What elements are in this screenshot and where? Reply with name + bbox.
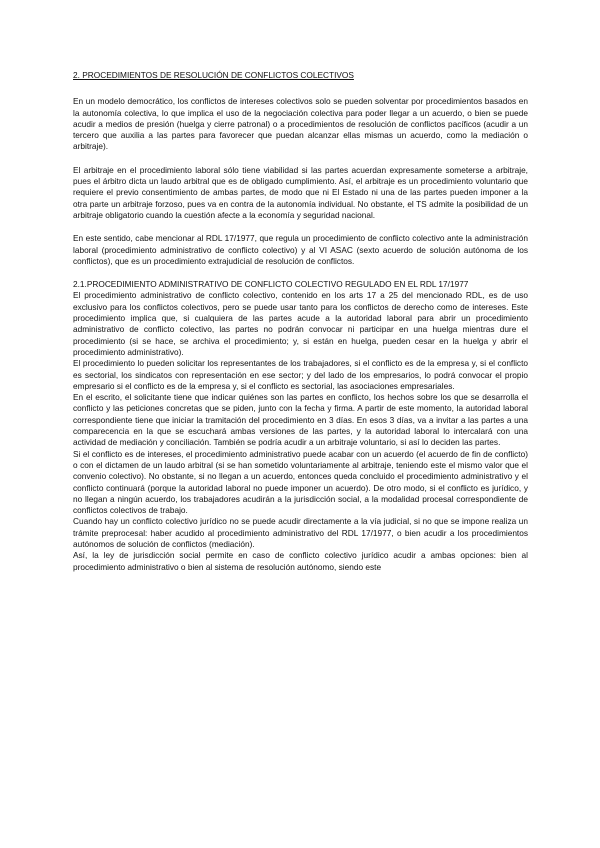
body-paragraph-2: El procedimiento lo pueden solicitar los representantes de los trabajadores, si el conflicto es de la empresa y, si el conflicto es sectorial, los sindicatos con representación en ese sector; y del lado de los empresarios, lo podrá convocar el propio empresario si el conflicto es de la empresa y, si el conflicto es sectorial, las asociaciones empresariales.	[73, 358, 528, 391]
body-paragraph-5: Cuando hay un conflicto colectivo jurídico no se puede acudir directamente a la vía judicial, si no que se impone realiza un trámite preprocesal: haber acudido al procedimiento administrativo del RDL 17/1977, o bien acudir a los procedimientos autónomos de solución de conflictos (mediación).	[73, 516, 528, 549]
intro-paragraph-2: El arbitraje en el procedimiento laboral sólo tiene viabilidad si las partes acuerdan expresamente someterse a arbitraje, pues el árbitro dicta un laudo arbitral que es de obligado cumplimiento. Así, el arbitraje es un procedimiento voluntario que requiere el previo consentimiento de ambas partes, de modo que ni El Estado ni una de las partes pueden imponer a la otra parte un arbitraje forzoso, pues va en contra de la autonomía individual. No obstante, el TS admite la posibilidad de un arbitraje obligatorio cuando la cuestión afecte a la economía y seguridad nacional.	[73, 164, 528, 220]
intro-paragraph-3: En este sentido, cabe mencionar al RDL 17/1977, que regula un procedimiento de conflicto colectivo ante la administración laboral (procedimiento administrativo de conflicto colectivo) y al VI ASAC (sexto acuerdo de solución autónoma de los conflictos), que es un procedimiento extrajudicial de resolución de conflictos.	[73, 233, 528, 266]
body-paragraph-3: En el escrito, el solicitante tiene que indicar quiénes son las partes en conflicto, los hechos sobre los que se desarrolla el conflicto y las peticiones concretas que se piden, junto con la fecha y firma. A partir de este momento, la autoridad laboral correspondiente tiene que iniciar la tramitación del procedimiento en 3 días. En esos 3 días, va a invitar a las partes a una comparecencia en la que se escuchará ambas versiones de las partes, y la autoridad laboral lo intercalará con una actividad de mediación y conciliación. También se podría acudir a un arbitraje voluntario, si así lo deciden las partes.	[73, 392, 528, 448]
body-paragraph-4: Si el conflicto es de intereses, el procedimiento administrativo puede acabar con un acuerdo (el acuerdo de fin de conflicto) o con el dictamen de un laudo arbitral (si se han sometido voluntariamente al arbitraje, teniendo este el mismo valor que el convenio colectivo). No obstante, si no llegan a un acuerdo, entonces queda concluido el procedimiento administrativo y el conflicto continuará (porque la autoridad laboral no puede imponer un acuerdo). De otro modo, si el conflicto es jurídico, y no llegan a ningún acuerdo, los trabajadores acudirán a la jurisdicción social, a la modalidad procesal correspondiente de conflictos colectivos de trabajo.	[73, 448, 528, 516]
body-paragraph-6: Así, la ley de jurisdicción social permite en caso de conflicto colectivo jurídico acudir a ambas opciones: bien al procedimiento administrativo o bien al sistema de resolución autónomo, siendo este	[73, 550, 528, 572]
section-heading: 2. PROCEDIMIENTOS DE RESOLUCIÓN DE CONFLICTOS COLECTIVOS	[73, 70, 354, 80]
subsection-heading: 2.1.PROCEDIMIENTO ADMINISTRATIVO DE CONFLICTO COLECTIVO REGULADO EN EL RDL 17/1977	[73, 279, 469, 290]
intro-paragraph-1: En un modelo democrático, los conflictos de intereses colectivos solo se pueden solventar por procedimientos basados en la autonomía colectiva, lo que implica el uso de la negociación colectiva para poder llegar a un acuerdo, o bien se puede acudir a medios de presión (huelga y cierre patronal) o a procedimientos de resolución de conflictos pacíficos (acudir a un tercero que auxilia a las partes para favorecer que puedan alcanzar ellas mismas un acuerdo, como la mediación o arbitraje).	[73, 96, 528, 152]
document-page	[73, 70, 528, 573]
body-paragraph-1: El procedimiento administrativo de conflicto colectivo, contenido en los arts 17 a 25 del mencionado RDL, es de uso exclusivo para los conflictos colectivos, pero se puede usar tanto para los conflictos de derecho como de intereses. Este procedimiento implica que, si cualquiera de las partes acude a la autoridad laboral para abrir un procedimiento administrativo de conflicto colectivo, las partes no podrán convocar ni participar en una huelga mientras dure el procedimiento (si se hace, se archiva el procedimiento; y, si están en huelga, pueden cesar en la huelga y abrir el procedimiento administrativo).	[73, 290, 528, 357]
